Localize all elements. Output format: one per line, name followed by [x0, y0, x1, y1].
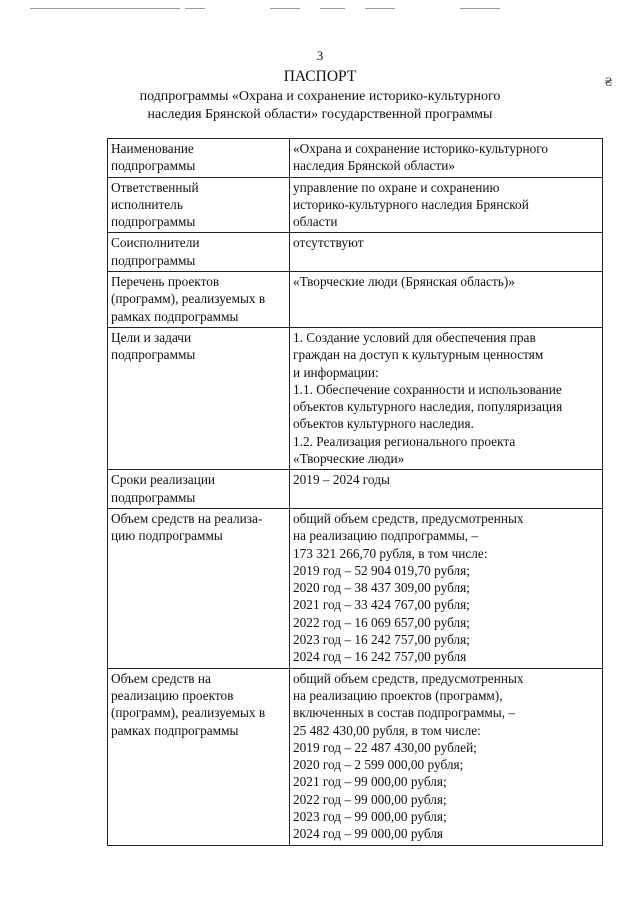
value-line: области	[293, 214, 338, 230]
row-label-cell	[108, 272, 290, 328]
label-line: подпрограммы	[111, 158, 196, 174]
value-line: 1.2. Реализация регионального проекта	[293, 433, 516, 449]
label-line: Наименование	[111, 141, 194, 156]
value-line: 2020 год – 38 437 309,00 рубля;	[293, 580, 470, 596]
row-value-cell	[290, 139, 603, 178]
label-line: рамках подпрограммы	[111, 722, 239, 738]
label-line: Цели и задачи	[111, 329, 192, 345]
value-line: 2022 год – 16 069 657,00 рубля;	[293, 614, 470, 630]
row-value-cell	[290, 668, 603, 845]
label-line: подпрограммы	[111, 214, 196, 230]
label-line: (программ), реализуемых в	[111, 291, 266, 307]
value-line: 2021 год – 99 000,00 рубля;	[293, 774, 447, 790]
table-row	[108, 668, 603, 845]
table-row	[108, 233, 603, 272]
label-line: Объем средств на	[111, 670, 211, 686]
value-line: 25 482 430,00 рубля, в том числе:	[293, 722, 481, 738]
label-line: подпрограммы	[111, 252, 196, 268]
value-line: 2023 год – 16 242 757,00 рубля;	[293, 632, 470, 648]
value-line: включенных в состав подпрограммы, –	[293, 705, 516, 721]
value-line: 173 321 266,70 рубля, в том числе:	[293, 545, 488, 561]
value-line: «Творческие люди»	[293, 451, 405, 467]
value-line: на реализацию подпрограммы, –	[293, 528, 479, 544]
page-number: 3	[316, 48, 324, 63]
label-line: Сроки реализации	[111, 472, 216, 488]
row-label-cell	[108, 668, 290, 845]
label-line: Ответственный	[111, 179, 199, 195]
scan-artifact-marks	[20, 6, 520, 12]
corner-mark: ₴	[605, 74, 613, 89]
table-row	[108, 272, 603, 328]
value-line: и информации:	[293, 364, 379, 380]
row-value-cell	[290, 327, 603, 469]
value-line: граждан на доступ к культурным ценностям	[293, 347, 544, 363]
label-line: Объем средств на реализа-	[111, 510, 263, 526]
table-row	[108, 177, 603, 233]
value-line: историко-культурного наследия Брянской	[293, 196, 529, 212]
label-line: рамках подпрограммы	[111, 308, 239, 324]
label-line: исполнитель	[111, 196, 183, 212]
value-line: 2022 год – 99 000,00 рубля;	[293, 791, 447, 807]
value-line: 2024 год – 16 242 757,00 рубля	[293, 649, 467, 665]
table-row	[108, 470, 603, 509]
table-row	[108, 508, 603, 668]
value-line: 2019 год – 52 904 019,70 рубля;	[293, 562, 470, 578]
value-line: 1. Создание условий для обеспечения прав	[293, 329, 536, 345]
value-line: объектов культурного наследия.	[293, 416, 474, 432]
row-value-cell	[290, 233, 603, 272]
label-line: подпрограммы	[111, 489, 196, 505]
row-label-cell	[108, 327, 290, 469]
value-line: «Охрана и сохранение историко-культурного	[293, 141, 549, 156]
value-line: 2024 год – 99 000,00 рубля	[293, 826, 444, 842]
passport-table-body	[108, 139, 603, 846]
value-line: 2019 год – 22 487 430,00 рублей;	[293, 739, 477, 755]
value-line: 2023 год – 99 000,00 рубля;	[293, 808, 447, 824]
row-value-cell	[290, 272, 603, 328]
row-label-cell	[108, 139, 290, 178]
passport-table	[107, 138, 603, 846]
row-label-cell	[108, 177, 290, 233]
label-line: подпрограммы	[111, 347, 196, 363]
document-subtitle	[0, 88, 640, 124]
value-line: наследия Брянской области»	[293, 158, 455, 174]
value-line: 2019 – 2024 годы	[293, 472, 390, 488]
row-value-cell	[290, 508, 603, 668]
label-line: (программ), реализуемых в	[111, 705, 266, 721]
row-label-cell	[108, 233, 290, 272]
label-line: цию подпрограммы	[111, 528, 223, 544]
value-line: на реализацию проектов (программ),	[293, 687, 503, 703]
value-line: 2020 год – 2 599 000,00 рубля;	[293, 757, 464, 773]
value-line: 1.1. Обеспечение сохранности и использование	[293, 381, 562, 397]
label-line: реализацию проектов	[111, 687, 234, 703]
row-value-cell	[290, 470, 603, 509]
value-line: управление по охране и сохранению	[293, 179, 500, 195]
value-line: общий объем средств, предусмотренных	[293, 510, 524, 526]
table-row	[108, 327, 603, 469]
document-title: ПАСПОРТ	[283, 68, 357, 85]
subtitle-line: подпрограммы «Охрана и сохранение историко-культурного	[139, 89, 501, 104]
row-label-cell	[108, 508, 290, 668]
value-line: 2021 год – 33 424 767,00 рубля;	[293, 597, 470, 613]
value-line: общий объем средств, предусмотренных	[293, 670, 524, 686]
table-row	[108, 139, 603, 178]
value-line: отсутствуют	[293, 235, 364, 251]
value-line: «Творческие люди (Брянская область)»	[293, 274, 515, 290]
row-value-cell	[290, 177, 603, 233]
subtitle-line: наследия Брянской области» государственной программы	[147, 107, 493, 122]
label-line: Соисполнители	[111, 235, 200, 251]
row-label-cell	[108, 470, 290, 509]
label-line: Перечень проектов	[111, 274, 220, 290]
value-line: объектов культурного наследия, популяризация	[293, 399, 563, 415]
